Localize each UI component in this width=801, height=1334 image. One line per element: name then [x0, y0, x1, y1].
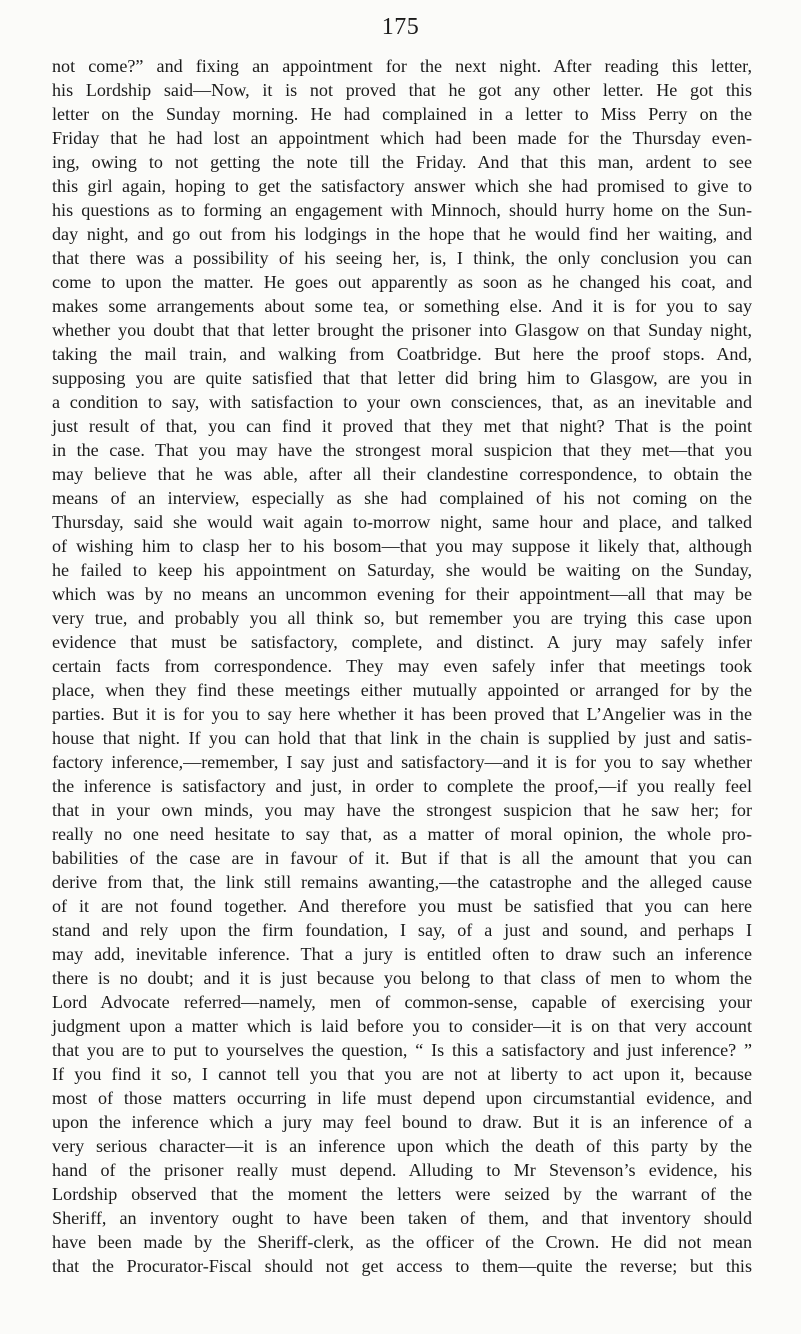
- text-line: certain facts from correspondence. They may even safely infer that meetings took: [52, 656, 752, 676]
- text-line: very true, and probably you all think so, but remember you are trying this case upon: [52, 608, 752, 628]
- text-line: day night, and go out from his lodgings in the hope that he would find her waiting, and: [52, 224, 752, 244]
- text-line: upon the inference which a jury may feel bound to draw. But it is an inference of a: [52, 1112, 752, 1132]
- text-line: factory inference,—remember, I say just and satisfactory—and it is for you to say whether: [52, 752, 752, 772]
- text-line: evidence that must be satisfactory, complete, and distinct. A jury may safely infer: [52, 632, 752, 652]
- text-line: the inference is satisfactory and just, in order to complete the proof,—if you really feel: [52, 776, 752, 796]
- text-line: whether you doubt that that letter brought the prisoner into Glasgow on that Sunday night,: [52, 320, 752, 340]
- text-line: Lordship observed that the moment the letters were seized by the warrant of the: [52, 1184, 752, 1204]
- text-line: judgment upon a matter which is laid before you to consider—it is on that very account: [52, 1016, 752, 1036]
- text-line: which was by no means an uncommon evening for their appointment—all that may be: [52, 584, 752, 604]
- text-line: his questions as to forming an engagement with Minnoch, should hurry home on the Sun-: [52, 200, 752, 220]
- body-text: [52, 54, 752, 1278]
- text-line: this girl again, hoping to get the satisfactory answer which she had promised to give to: [52, 176, 752, 196]
- text-line: derive from that, the link still remains awanting,—the catastrophe and the alleged cause: [52, 872, 752, 892]
- text-line: supposing you are quite satisfied that that letter did bring him to Glasgow, are you in: [52, 368, 752, 388]
- text-line: makes some arrangements about some tea, or something else. And it is for you to say: [52, 296, 752, 316]
- text-line: that you are to put to yourselves the question, “ Is this a satisfactory and just inference? ”: [52, 1040, 752, 1060]
- text-line: that in your own minds, you may have the strongest suspicion that he saw her; for: [52, 800, 752, 820]
- text-line: may believe that he was able, after all their clandestine correspondence, to obtain the: [52, 464, 752, 484]
- text-line: most of those matters occurring in life must depend upon circumstantial evidence, and: [52, 1088, 752, 1108]
- text-line: his Lordship said—Now, it is not proved that he got any other letter. He got this: [52, 80, 752, 100]
- text-line: Thursday, said she would wait again to-morrow night, same hour and place, and talked: [52, 512, 752, 532]
- text-line: hand of the prisoner really must depend. Alluding to Mr Stevenson’s evidence, his: [52, 1160, 752, 1180]
- text-line: Friday that he had lost an appointment which had been made for the Thursday even-: [52, 128, 752, 148]
- text-line: that the Procurator-Fiscal should not get access to them—quite the reverse; but this: [52, 1256, 752, 1276]
- text-line: there is no doubt; and it is just because you belong to that class of men to whom the: [52, 968, 752, 988]
- text-line: just result of that, you can find it proved that they met that night? That is the point: [52, 416, 752, 436]
- text-line: babilities of the case are in favour of it. But if that is all the amount that you can: [52, 848, 752, 868]
- text-line: letter on the Sunday morning. He had complained in a letter to Miss Perry on the: [52, 104, 752, 124]
- text-line: not come?” and fixing an appointment for the next night. After reading this letter,: [52, 56, 752, 76]
- text-line: really no one need hesitate to say that, as a matter of moral opinion, the whole pro-: [52, 824, 752, 844]
- text-line: house that night. If you can hold that that link in the chain is supplied by just and satis-: [52, 728, 752, 748]
- text-line: If you find it so, I cannot tell you that you are not at liberty to act upon it, because: [52, 1064, 752, 1084]
- text-line: taking the mail train, and walking from Coatbridge. But here the proof stops. And,: [52, 344, 752, 364]
- text-line: in the case. That you may have the strongest moral suspicion that they met—that you: [52, 440, 752, 460]
- text-line: Sheriff, an inventory ought to have been taken of them, and that inventory should: [52, 1208, 752, 1228]
- text-line: that there was a possibility of his seeing her, is, I think, the only conclusion you can: [52, 248, 752, 268]
- text-line: place, when they find these meetings either mutually appointed or arranged for by the: [52, 680, 752, 700]
- text-line: of it are not found together. And therefore you must be satisfied that you can here: [52, 896, 752, 916]
- text-line: have been made by the Sheriff-clerk, as the officer of the Crown. He did not mean: [52, 1232, 752, 1252]
- text-line: come to upon the matter. He goes out apparently as soon as he changed his coat, and: [52, 272, 752, 292]
- text-line: parties. But it is for you to say here whether it has been proved that L’Angelier was in the: [52, 704, 752, 724]
- text-line: a condition to say, with satisfaction to your own consciences, that, as an inevitable and: [52, 392, 752, 412]
- text-line: very serious character—it is an inference upon which the death of this party by the: [52, 1136, 752, 1156]
- text-line: stand and rely upon the firm foundation, I say, of a just and sound, and perhaps I: [52, 920, 752, 940]
- text-line: Lord Advocate referred—namely, men of common-sense, capable of exercising your: [52, 992, 752, 1012]
- text-line: may add, inevitable inference. That a jury is entitled often to draw such an inference: [52, 944, 752, 964]
- text-line: means of an interview, especially as she had complained of his not coming on the: [52, 488, 752, 508]
- text-line: ing, owing to not getting the note till the Friday. And that this man, ardent to see: [52, 152, 752, 172]
- text-line: he failed to keep his appointment on Saturday, she would be waiting on the Sunday,: [52, 560, 752, 580]
- page-number: 175: [381, 14, 420, 40]
- text-line: of wishing him to clasp her to his bosom—that you may suppose it likely that, although: [52, 536, 752, 556]
